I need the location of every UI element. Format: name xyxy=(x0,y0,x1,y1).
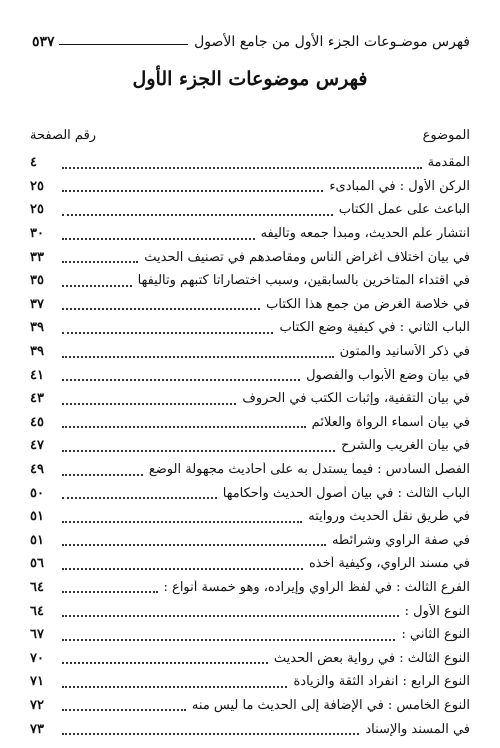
toc-entry-title: النوع الرابع : انفراد الثقة والزيادة xyxy=(293,674,470,690)
dot-leader xyxy=(62,356,334,358)
dot-leader xyxy=(62,285,132,287)
toc-entry-page: ٧٢ xyxy=(30,697,44,713)
dot-leader xyxy=(62,426,306,428)
toc-entry xyxy=(30,505,470,529)
toc-entry-title: في طريق نقل الحديث وروايته xyxy=(308,509,470,525)
toc-entry xyxy=(30,552,470,576)
page-title: فهرس موضوعات الجزء الأول xyxy=(132,68,368,90)
toc-entry-title: في بيان أسماء الرواة والعلائم xyxy=(311,414,470,430)
toc-entry-page: ٥١ xyxy=(30,509,44,525)
toc-entry xyxy=(30,222,470,246)
toc-entry xyxy=(30,316,470,340)
toc-entry-page: ٧١ xyxy=(30,674,44,690)
toc-entry xyxy=(30,481,470,505)
toc-entry-page: ٢٥ xyxy=(30,202,44,218)
header-rule xyxy=(59,44,189,45)
toc-entry-title: في بيان اختلاف أغراض الناس ومقاصدهم في تصنيف الحديث xyxy=(144,249,470,265)
dot-leader xyxy=(62,450,335,452)
topic-column-header: الموضوع xyxy=(422,128,470,143)
dot-leader xyxy=(62,521,302,523)
toc-entry xyxy=(30,646,470,670)
toc-entry-page: ٣٧ xyxy=(30,296,44,312)
toc-entry-title: في اقتداء المتأخرين بالسابقين، وسبب اختصاراتا كتبهم وتأليفها xyxy=(137,273,470,289)
toc-entry-title: المقدمة xyxy=(427,155,470,171)
dot-leader xyxy=(62,308,260,310)
toc-entry xyxy=(30,623,470,647)
toc-entry-title: النوع الخامس : في الإضافة إلى الحديث ما ليس منه xyxy=(191,697,470,713)
toc-entry-title: انتشار علم الحديث، ومبدأ جمعه وتأليفه xyxy=(260,226,470,242)
running-header xyxy=(32,28,470,50)
toc-entry xyxy=(30,175,470,199)
toc-entry-title: في بيان التقفية، وإثبات الكتب في الحروف xyxy=(242,391,470,407)
toc-entry-page: ٥١ xyxy=(30,532,44,548)
toc-entry xyxy=(30,670,470,694)
toc-entry-title: الفرع الثالث : في لفظ الراوي وإيراده، وهو خمسة أنواع : xyxy=(163,579,470,595)
dot-leader xyxy=(62,403,236,405)
toc-entry-page: ٤٩ xyxy=(30,462,44,478)
toc-entry-page: ٣٣ xyxy=(30,249,44,265)
toc-entry-page: ٦٧ xyxy=(30,627,44,643)
toc-entry-page: ٦٤ xyxy=(30,603,44,619)
dot-leader xyxy=(62,261,138,263)
toc-entry-page: ٤٥ xyxy=(30,414,44,430)
toc-entry xyxy=(30,458,470,482)
toc-entry xyxy=(30,269,470,293)
dot-leader xyxy=(62,332,273,334)
toc-entry-page: ٤١ xyxy=(30,367,44,383)
toc-entry-title: الباب الثاني : في كيفية وضع الكتاب xyxy=(279,320,470,336)
toc-entry-page: ٦٤ xyxy=(30,579,44,595)
dot-leader xyxy=(62,474,143,476)
toc-entry-title: الركن الأول : في المبادىء xyxy=(329,178,470,194)
toc-entry-page: ٤ xyxy=(30,155,37,171)
toc-entry xyxy=(30,387,470,411)
toc-entry-page: ٣٥ xyxy=(30,273,44,289)
dot-leader xyxy=(62,591,158,593)
toc-entry xyxy=(30,245,470,269)
toc-entry-page: ٧٣ xyxy=(30,721,44,737)
toc-entry xyxy=(30,434,470,458)
toc-entry xyxy=(30,599,470,623)
toc-entry xyxy=(30,198,470,222)
toc-entry-title: في مسند الراوي، وكيفية أخذه xyxy=(308,556,470,572)
toc-entry-page: ٧٠ xyxy=(30,650,44,666)
toc-entry xyxy=(30,529,470,553)
toc-entry-title: في بيان وضع الأبواب والفصول xyxy=(306,367,470,383)
toc-entry-title: النوع الثالث : في رواية بعض الحديث xyxy=(273,650,470,666)
toc-entry xyxy=(30,293,470,317)
toc-entry-title: في خلاصة الغرض من جمع هذا الكتاب xyxy=(266,296,470,312)
toc-entry xyxy=(30,340,470,364)
dot-leader xyxy=(62,167,422,169)
dot-leader xyxy=(62,639,395,641)
toc-entry-page: ٤٣ xyxy=(30,391,44,407)
dot-leader xyxy=(62,615,399,617)
toc-entry xyxy=(30,694,470,718)
toc-entry xyxy=(30,363,470,387)
toc-entry xyxy=(30,411,470,435)
dot-leader xyxy=(62,662,268,664)
toc-entry xyxy=(30,717,470,741)
toc-entry-title: الباب الثالث : في بيان أصول الحديث وأحكامها xyxy=(222,485,470,501)
dot-leader xyxy=(62,214,333,216)
toc-entry-page: ٣٩ xyxy=(30,344,44,360)
toc-entry-page: ٣٠ xyxy=(30,226,44,242)
running-header-title: فهرس موضـوعات الجزء الأول من جامع الأصول xyxy=(194,34,470,50)
toc-entry-title: النوع الثاني : xyxy=(401,627,470,643)
dot-leader xyxy=(62,379,300,381)
toc-entry xyxy=(30,576,470,600)
toc-entry-title: النوع الأول : xyxy=(404,603,470,619)
dot-leader xyxy=(62,497,217,499)
toc-entry-title: في صفة الراوي وشرائطه xyxy=(331,532,470,548)
toc-entry-title: في بيان الغريب والشرح xyxy=(341,438,470,454)
page-number: ٥٣٧ xyxy=(32,34,55,50)
toc-entry-page: ٥٦ xyxy=(30,556,44,572)
toc-list xyxy=(30,151,470,741)
column-headers xyxy=(30,128,470,148)
toc-entry-page: ٥٠ xyxy=(30,485,44,501)
dot-leader xyxy=(62,190,323,192)
toc-entry-title: في ذكر الأسانيد والمتون xyxy=(339,344,470,360)
toc-entry-page: ٢٥ xyxy=(30,178,44,194)
toc-entry-title: الفصل السادس : فيما يستدل به على أحاديث مجهولة الوضع xyxy=(148,462,470,478)
toc-entry xyxy=(30,151,470,175)
toc-entry-page: ٣٩ xyxy=(30,320,44,336)
dot-leader xyxy=(62,733,359,735)
page-column-header: رقم الصفحة xyxy=(30,128,97,143)
dot-leader xyxy=(62,709,186,711)
toc-entry-page: ٤٧ xyxy=(30,438,44,454)
toc-entry-title: الباعث على عمل الكتاب xyxy=(338,202,470,218)
dot-leader xyxy=(62,544,326,546)
dot-leader xyxy=(62,568,303,570)
dot-leader xyxy=(62,686,287,688)
toc-entry-title: في المسند والإسناد xyxy=(365,721,470,737)
dot-leader xyxy=(62,238,255,240)
